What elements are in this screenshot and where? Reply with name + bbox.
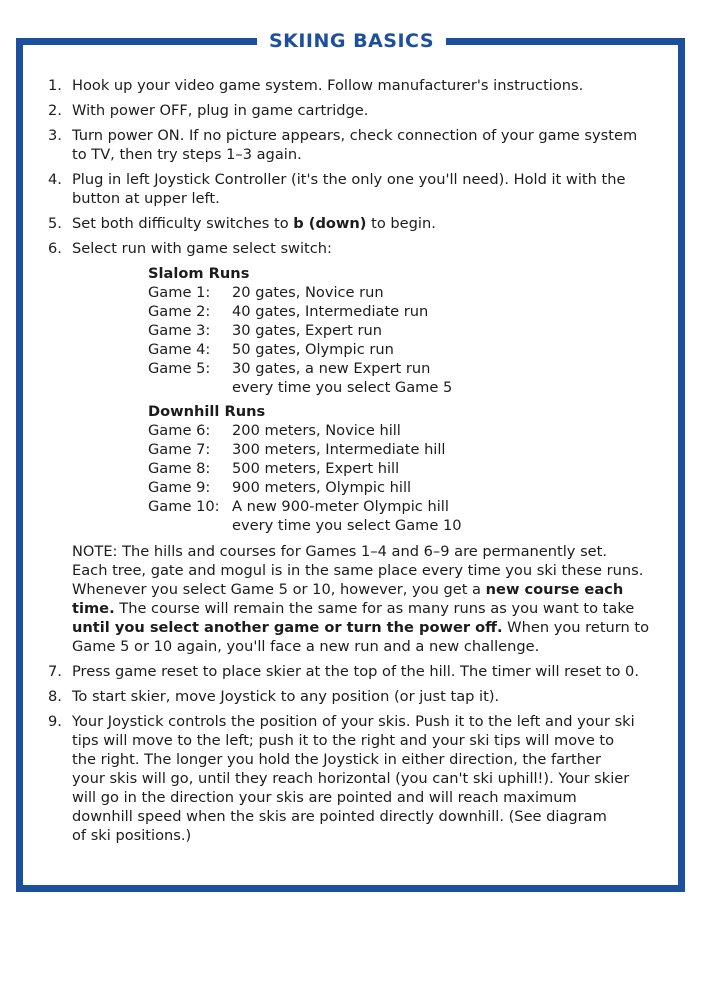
step-text-line: Plug in left Joystick Controller (it's the only one you'll need). Hold it with the [72, 171, 626, 188]
run-row [148, 459, 462, 478]
step-number: 9. [48, 713, 62, 730]
run-value: 30 gates, Expert run [232, 322, 382, 339]
run-row [148, 378, 452, 397]
run-label: Game 10: [148, 498, 220, 515]
run-row [148, 283, 452, 302]
step-number: 5. [48, 215, 62, 232]
run-row [148, 497, 462, 516]
step-8 [48, 687, 694, 706]
step-text-line: button at upper left. [72, 190, 220, 207]
step-text-line: will go in the direction your skis are pointed and will reach maximum [72, 789, 577, 806]
downhill-heading: Downhill Runs [148, 403, 266, 420]
run-row [148, 359, 452, 378]
step-text: To start skier, move Joystick to any position (or just tap it). [72, 688, 500, 705]
step-9 [48, 712, 694, 845]
run-label: Game 7: [148, 441, 211, 458]
step-text-line: to TV, then try steps 1–3 again. [72, 146, 302, 163]
run-row [148, 302, 452, 321]
run-value: 20 gates, Novice run [232, 284, 384, 301]
step-text-line: Your Joystick controls the position of your skis. Push it to the left and your ski [72, 713, 635, 730]
run-row [148, 440, 462, 459]
run-value: 500 meters, Expert hill [232, 460, 400, 477]
step-number: 3. [48, 127, 62, 144]
note-text: When you return to [502, 619, 650, 636]
run-label [148, 378, 232, 397]
title-container [0, 28, 703, 54]
step-text: Press game reset to place skier at the top of the hill. The timer will reset to 0. [72, 663, 639, 680]
step-text-line: downhill speed when the skis are pointed directly downhill. (See diagram [72, 808, 607, 825]
run-value: 300 meters, Intermediate hill [232, 441, 446, 458]
note-text-bold: time. [72, 600, 115, 617]
note-text: The course will remain the same for as many runs as you want to take [114, 600, 635, 617]
run-label: Game 9: [148, 479, 211, 496]
run-value: 200 meters, Novice hill [232, 422, 401, 439]
step-text: Hook up your video game system. Follow manufacturer's instructions. [72, 77, 584, 94]
slalom-heading: Slalom Runs [148, 265, 250, 282]
step-number: 8. [48, 688, 62, 705]
run-label: Game 1: [148, 284, 211, 301]
step-text: to begin. [366, 215, 436, 232]
note-line: Each tree, gate and mogul is in the same place every time you ski these runs. [72, 562, 644, 579]
run-label: Game 2: [148, 303, 211, 320]
step-number: 4. [48, 171, 62, 188]
run-label: Game 3: [148, 322, 211, 339]
step-7 [48, 662, 694, 681]
note-line [72, 618, 672, 637]
step-text-line: your skis will go, until they reach horizontal (you can't ski uphill!). Your skier [72, 770, 630, 787]
run-value: 900 meters, Olympic hill [232, 479, 412, 496]
downhill-runs [148, 402, 462, 535]
note-line: NOTE: The hills and courses for Games 1–4 and 6–9 are permanently set. [72, 543, 608, 560]
note-text-bold: until you select another game or turn the power off. [72, 619, 503, 636]
step-text-line: the right. The longer you hold the Joystick in either direction, the farther [72, 751, 602, 768]
note-text-bold: new course each [485, 581, 624, 598]
run-value: every time you select Game 10 [232, 517, 462, 534]
slalom-runs [148, 264, 452, 397]
run-row [148, 516, 462, 535]
step-text-line: of ski positions.) [72, 827, 192, 844]
note-text: Whenever you select Game 5 or 10, however, you get a [72, 581, 486, 598]
run-label: Game 4: [148, 341, 211, 358]
run-label: Game 8: [148, 460, 211, 477]
note-line [72, 599, 672, 618]
run-row [148, 421, 462, 440]
step-text-line: Turn power ON. If no picture appears, check connection of your game system [72, 127, 638, 144]
run-value: 50 gates, Olympic run [232, 341, 394, 358]
note-paragraph [72, 542, 672, 656]
page-title: SKIING BASICS [257, 28, 446, 54]
run-label: Game 6: [148, 422, 211, 439]
step-2 [48, 101, 694, 120]
step-text: Set both difficulty switches to [72, 215, 294, 232]
run-row [148, 321, 452, 340]
run-value: 40 gates, Intermediate run [232, 303, 429, 320]
run-value: 30 gates, a new Expert run [232, 360, 431, 377]
run-value: every time you select Game 5 [232, 379, 453, 396]
step-number: 2. [48, 102, 62, 119]
step-3 [48, 126, 694, 164]
step-6 [48, 239, 694, 258]
step-5 [48, 214, 694, 233]
step-number: 7. [48, 663, 62, 680]
step-text-bold: b (down) [293, 215, 367, 232]
step-text-line: tips will move to the left; push it to the right and your ski tips will move to [72, 732, 615, 749]
step-number: 6. [48, 240, 62, 257]
run-value: A new 900-meter Olympic hill [232, 498, 449, 515]
step-1 [48, 76, 694, 95]
run-label: Game 5: [148, 360, 211, 377]
step-4 [48, 170, 694, 208]
run-row [148, 340, 452, 359]
note-line [72, 580, 672, 599]
step-text: Select run with game select switch: [72, 240, 332, 257]
run-label [148, 516, 232, 535]
run-row [148, 478, 462, 497]
step-text: With power OFF, plug in game cartridge. [72, 102, 369, 119]
step-number: 1. [48, 77, 62, 94]
note-line: Game 5 or 10 again, you'll face a new run and a new challenge. [72, 638, 540, 655]
